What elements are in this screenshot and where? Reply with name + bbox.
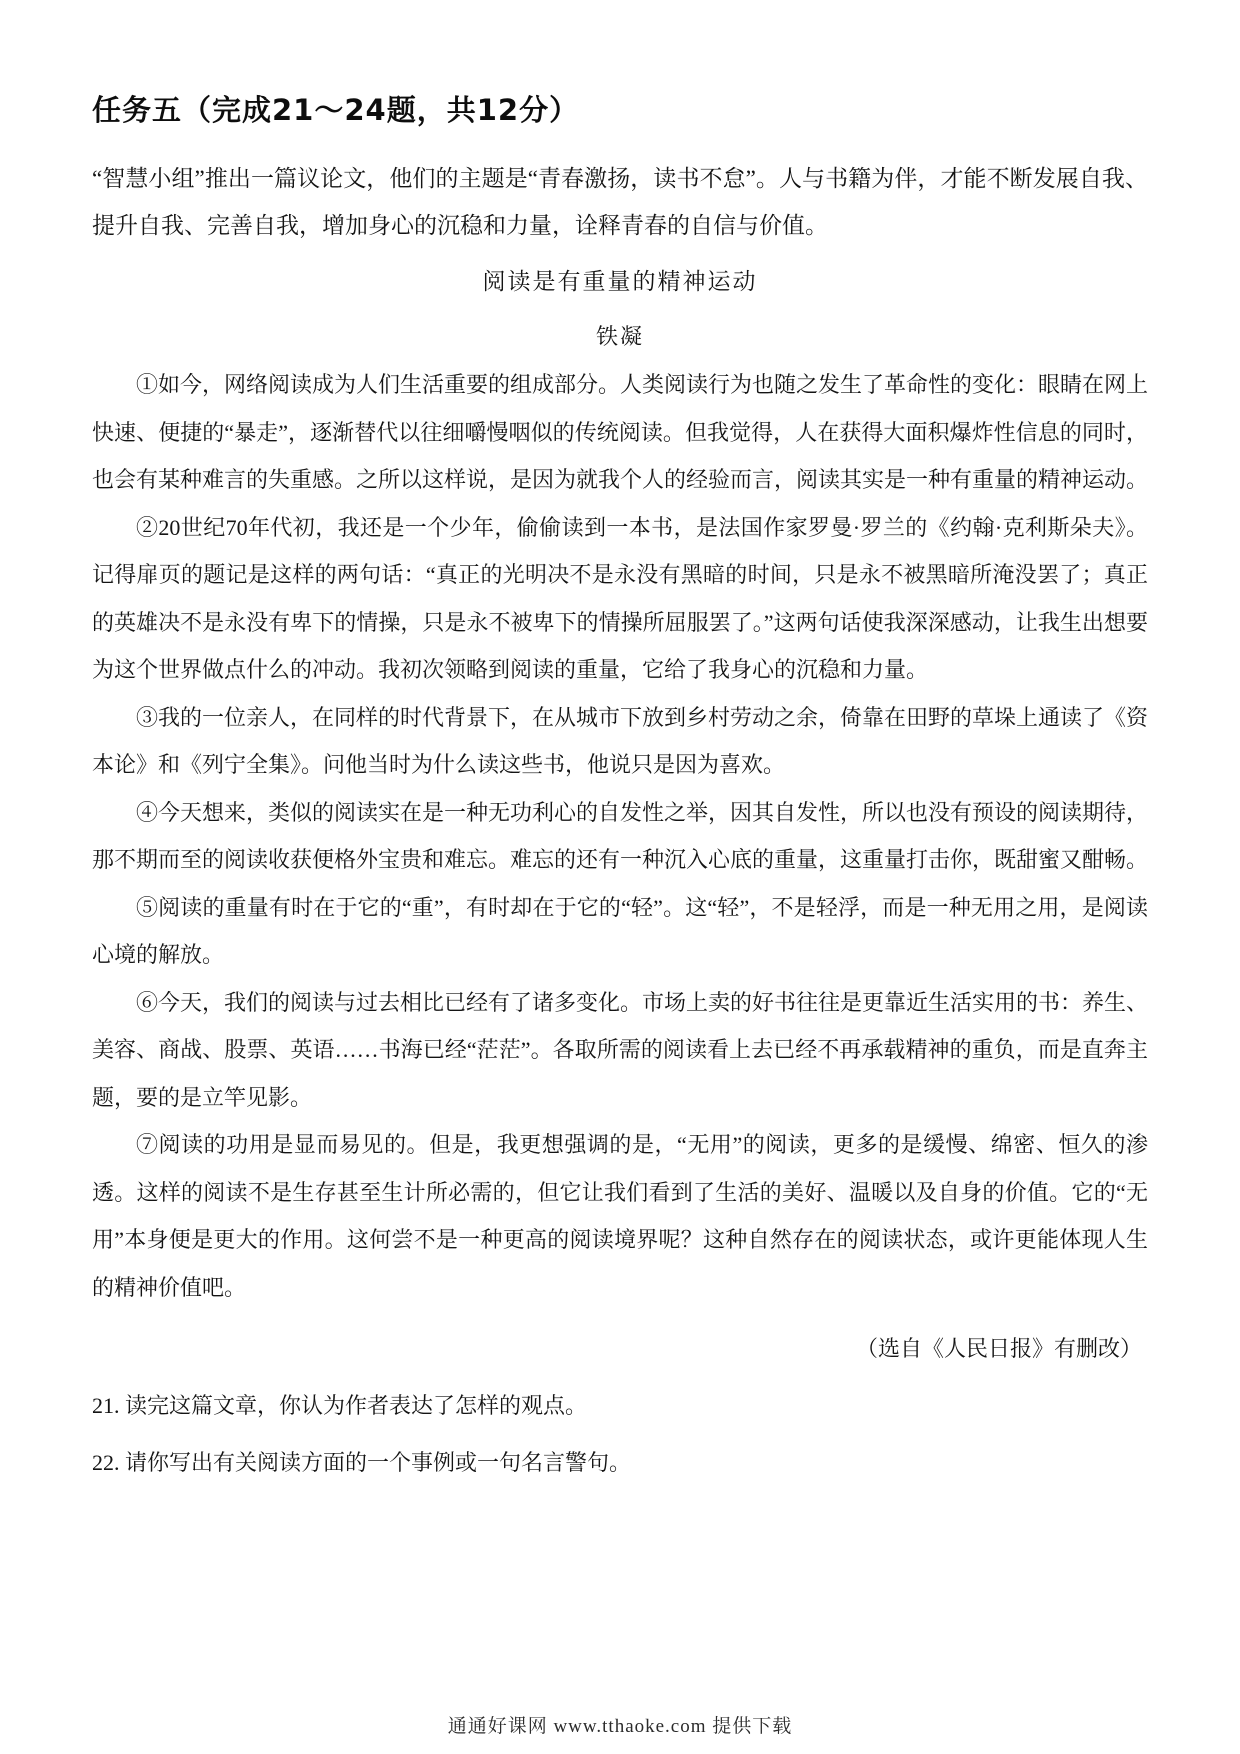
question-22: 22. 请你写出有关阅读方面的一个事例或一句名言警句。 (92, 1450, 632, 1475)
page-footer: 通通好课网 www.tthaoke.com 提供下载 (447, 1716, 793, 1737)
question-21: 21. 读完这篇文章，你认为作者表达了怎样的观点。 (92, 1393, 588, 1418)
article-paragraph-7: ⑦阅读的功用是显而易见的。但是，我更想强调的是，“无用”的阅读，更多的是缓慢、绵密、恒久的渗透。这样的阅读不是生存甚至生计所必需的，但它让我们看到了生活的美好、温暖以及自身的价值。它的“无用”本身便是更大的作用。这何尝不是一种更高的阅读境界呢？这种自然存在的阅读状态，或许更能体现人生的精神价值吧。 (92, 1132, 1148, 1300)
article-paragraph-4: ④今天想来，类似的阅读实在是一种无功利心的自发性之举，因其自发性，所以也没有预设的阅读期待，那不期而至的阅读收获便格外宝贵和难忘。难忘的还有一种沉入心底的重量，这重量打击你，既甜蜜又酣畅。 (92, 799, 1149, 872)
article-paragraph-1: ①如今，网络阅读成为人们生活重要的组成部分。人类阅读行为也随之发生了革命性的变化：眼睛在网上快速、便捷的“暴走”，逐渐替代以往细嚼慢咽似的传统阅读。但我觉得，人在获得大面积爆炸性信息的同时，也会有某种难言的失重感。之所以这样说，是因为就我个人的经验而言，阅读其实是一种有重量的精神运动。 (92, 372, 1149, 492)
article-paragraph-5: ⑤阅读的重量有时在于它的“重”，有时却在于它的“轻”。这“轻”，不是轻浮，而是一种无用之用，是阅读心境的解放。 (92, 894, 1148, 967)
article-source: （选自《人民日报》有删改） (855, 1336, 1142, 1361)
article-title: 阅读是有重量的精神运动 (482, 269, 758, 294)
article-author: 铁凝 (595, 324, 644, 349)
article-paragraph-6: ⑥今天，我们的阅读与过去相比已经有了诸多变化。市场上卖的好书往往是更靠近生活实用的书：养生、美容、商战、股票、英语……书海已经“茫茫”。各取所需的阅读看上去已经不再承载精神的重负，而是直奔主题，要的是立竿见影。 (92, 989, 1149, 1110)
section-title: 任务五（完成21～24题，共12分） (92, 93, 580, 127)
article-paragraph-2: ②20世纪70年代初，我还是一个少年，偷偷读到一本书，是法国作家罗曼·罗兰的《约翰·克利斯朵夫》。记得扉页的题记是这样的两句话：“真正的光明决不是永没有黑暗的时间，只是永不被黑暗所淹没罢了；真正的英雄决不是永没有卑下的情操，只是永不被卑下的情操所屈服罢了。”这两句话使我深深感动，让我生出想要为这个世界做点什么的冲动。我初次领略到阅读的重量，它给了我身心的沉稳和力量。 (92, 514, 1148, 682)
article-paragraph-3: ③我的一位亲人，在同样的时代背景下，在从城市下放到乡村劳动之余，倚靠在田野的草垛上通读了《资本论》和《列宁全集》。问他当时为什么读这些书，他说只是因为喜欢。 (92, 704, 1149, 777)
intro-paragraph: “智慧小组”推出一篇议论文，他们的主题是“青春激扬，读书不怠”。人与书籍为伴，才能不断发展自我、提升自我、完善自我，增加身心的沉稳和力量，诠释青春的自信与价值。 (92, 166, 1148, 238)
